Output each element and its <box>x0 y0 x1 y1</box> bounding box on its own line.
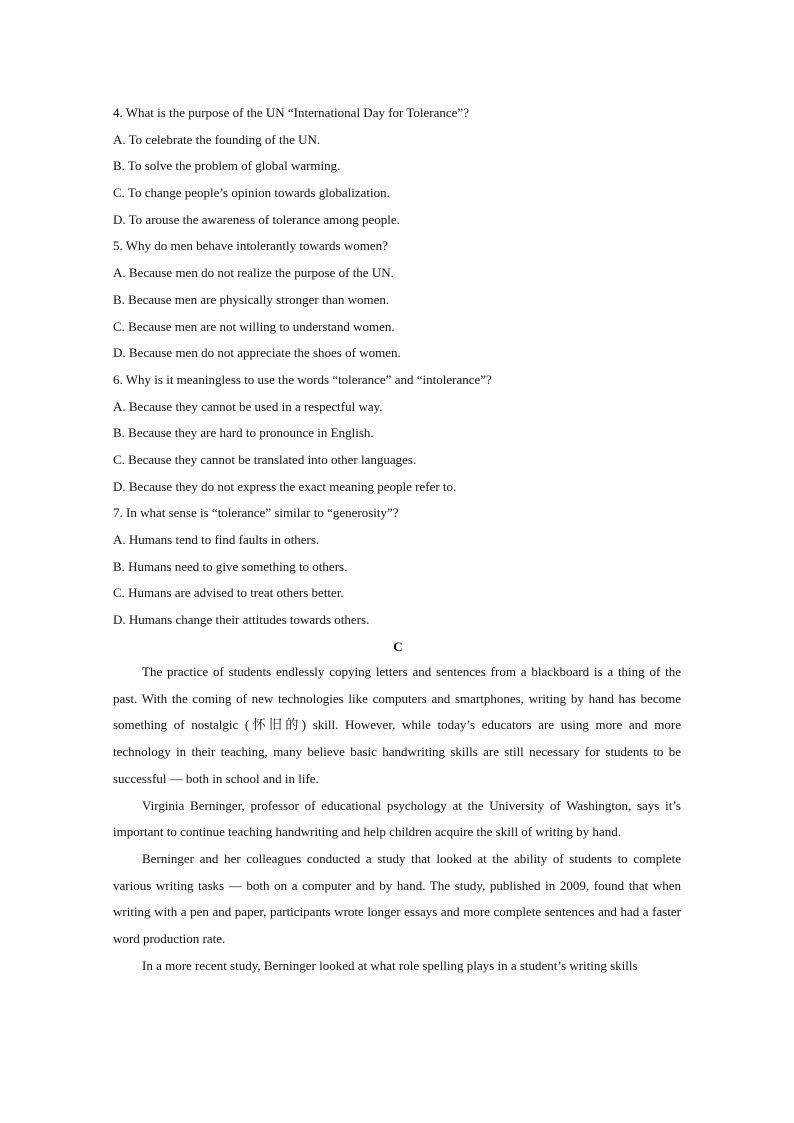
answer-option-c: C. Because men are not willing to understand women. <box>113 318 395 334</box>
passage-paragraph: In a more recent study, Berninger looked at what role spelling plays in a student’s writing skills <box>142 957 638 973</box>
section-heading: C <box>393 638 403 654</box>
passage-paragraph: Virginia Berninger, professor of educational psychology at the University of Washington, says it’s important to continue teaching handwriting and help children acquire the skill of writing by hand. <box>113 797 681 840</box>
answer-option-b: B. Because men are physically stronger than women. <box>113 291 390 307</box>
answer-option-a: A. To celebrate the founding of the UN. <box>113 131 321 147</box>
answer-option-d: D. Humans change their attitudes towards others. <box>113 612 370 628</box>
question-stem: 4. What is the purpose of the UN “International Day for Tolerance”? <box>113 105 469 120</box>
passage-paragraph: The practice of students endlessly copying letters and sentences from a blackboard is a thing of the past. With the coming of new technologies like computers and smartphones, writing by hand has become something of nostalgic (怀旧的) skill. However, while today’s educators are using more and more technology in their teaching, many believe basic handwriting skills are still necessary for students to be successful — both in school and in life. <box>113 664 681 786</box>
question-4 <box>113 100 683 233</box>
question-6 <box>113 367 683 500</box>
answer-option-d: D. To arouse the awareness of tolerance among people. <box>113 211 400 227</box>
answer-option-a: A. Humans tend to find faults in others. <box>113 532 320 547</box>
answer-option-c: C. Humans are advised to treat others better. <box>113 585 344 601</box>
answer-option-d: D. Because men do not appreciate the shoes of women. <box>113 345 401 361</box>
question-stem: 6. Why is it meaningless to use the words “tolerance” and “intolerance”? <box>113 371 492 387</box>
question-5 <box>113 233 683 366</box>
question-7 <box>113 500 683 633</box>
question-stem: 5. Why do men behave intolerantly towards women? <box>113 238 388 254</box>
answer-option-c: C. To change people’s opinion towards globalization. <box>113 185 390 201</box>
answer-option-d: D. Because they do not express the exact meaning people refer to. <box>113 478 457 494</box>
answer-option-b: B. To solve the problem of global warming. <box>113 158 341 174</box>
question-stem: 7. In what sense is “tolerance” similar to “generosity”? <box>113 505 399 521</box>
answer-option-b: B. Because they are hard to pronounce in English. <box>113 425 374 441</box>
reading-passage <box>113 659 681 979</box>
answer-option-a: A. Because they cannot be used in a respectful way. <box>113 398 383 414</box>
answer-option-a: A. Because men do not realize the purpose of the UN. <box>113 265 394 281</box>
passage-paragraph: Berninger and her colleagues conducted a study that looked at the ability of students to complete various writing tasks — both on a computer and by hand. The study, published in 2009, found that when writing with a pen and paper, participants wrote longer essays and more complete sentences and had a faster word production rate. <box>113 850 681 947</box>
question-list <box>113 100 683 660</box>
answer-option-c: C. Because they cannot be translated into other languages. <box>113 451 417 467</box>
answer-option-b: B. Humans need to give something to others. <box>113 558 348 574</box>
